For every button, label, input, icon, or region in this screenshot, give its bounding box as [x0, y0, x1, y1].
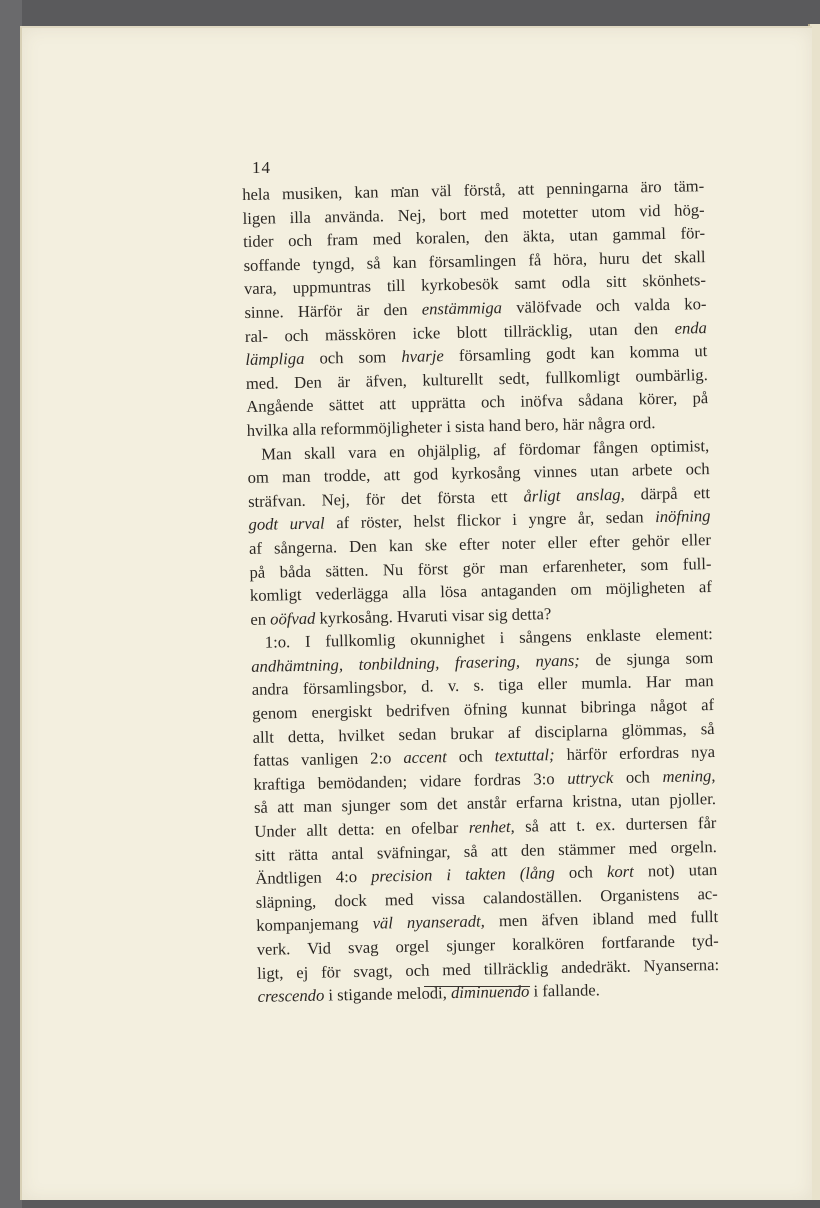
italic-text: godt urval [248, 513, 325, 535]
text-run: 1:o. I fullkomlig okunnighet i sångens enklaste element: [264, 624, 713, 652]
text-run: sträfvan. Nej, för det första ett [247, 486, 524, 511]
italic-text: kort [606, 861, 634, 882]
text-run: och [446, 746, 495, 767]
text-run: så att man sjunger som det anstår erfarna kristna, utan pjoller. [253, 789, 717, 818]
text-run: på båda sätten. Nu först gör man erfarenheter, som full- [249, 553, 712, 582]
text-run: härför erfordras nya [554, 742, 716, 765]
text-run: ligt, ej för svagt, och med tillräcklig andedräkt. Nyanserna: [256, 954, 720, 983]
text-run: med. Den är äfven, kulturellt sedt, fullkomligt oumbärlig. [245, 364, 708, 393]
text-run: så att t. ex. durtersen får [514, 813, 717, 836]
body-text [242, 174, 720, 1008]
text-run: men äfven ibland med fullt [484, 907, 719, 931]
italic-text: renhet, [468, 816, 515, 837]
text-run: Angående sättet att upprätta och inöfva sådana körer, på [246, 388, 709, 417]
text-run: hela musiken, kan man väl förstå, att penningarna äro täm- [242, 176, 705, 204]
text-run: kraftiga bemödanden; vidare fordras 3:o [253, 768, 568, 794]
text-run: allt detta, hvilket sedan brukar af disciplarna glömmas, så [252, 718, 715, 747]
text-run: Under allt detta: en ofelbar [254, 817, 469, 841]
text-run: i stigande melodi, [324, 983, 452, 1005]
text-run: de sjunga som [579, 647, 714, 670]
italic-text: crescendo [257, 985, 325, 1007]
text-run: och som [304, 347, 402, 368]
text-run: Ändtligen 4:o [255, 866, 372, 889]
text-run: fattas vanligen 2:o [252, 748, 404, 771]
text-run: soffande tyngd, så kan församlingen få höra, huru det skall [243, 246, 706, 275]
italic-text: accent [403, 747, 447, 768]
text-run: sinne. Härför är den [244, 299, 422, 322]
italic-text: enstämmiga [421, 298, 503, 319]
page-number: 14 [252, 158, 271, 177]
italic-text: mening, [662, 765, 716, 786]
text-run: verk. Vid svag orgel sjunger koralkören fortfarande tyd- [256, 930, 719, 959]
italic-text: oöfvad [270, 608, 316, 629]
text-run: ligen illa använda. Nej, bort med motetter utom vid hög- [242, 199, 705, 228]
text-run: af sångerna. Den kan ske efter noter eller efter gehör eller [248, 529, 712, 558]
text-run: och [613, 766, 663, 787]
text-run: en [250, 609, 271, 629]
text-run: ral- och mässkören icke blott tillräcklig, utan den [244, 318, 675, 346]
text-run: sitt rätta antal sväfningar, så att den stämmer med orgeln. [254, 836, 718, 865]
italic-text: inöfning [654, 506, 711, 527]
text-run: tider och fram med koralen, den äkta, utan gammal för- [242, 223, 706, 252]
italic-text: lämpliga [245, 348, 305, 370]
text-run: släpning, dock med vissa calandoställen. Organistens ac- [255, 883, 718, 912]
italic-text: precision i takten (lång [370, 863, 555, 886]
italic-text: enda [674, 317, 708, 338]
book-spine [0, 0, 22, 1208]
italic-text: textuttal; [494, 745, 555, 766]
text-run: välöfvade och valda ko- [501, 294, 707, 317]
text-run: därpå ett [624, 482, 711, 504]
text-run: komligt vederlägga alla lösa antaganden om möjligheten af [249, 577, 713, 606]
italic-text: hvarje [401, 346, 444, 367]
text-run: i fallande. [529, 980, 601, 1001]
text-run: hvilka alla reformmöjligheter i sista hand bero, här några ord. [246, 413, 656, 440]
italic-text: diminuendo [450, 981, 530, 1003]
italic-text: väl nyanseradt, [372, 911, 485, 934]
text-run: om man trodde, att god kyrkosång vinnes utan arbete och [247, 459, 710, 488]
end-rule [424, 986, 530, 987]
text-run: kompanjemang [256, 914, 373, 936]
text-run: Man skall vara en ohjälplig, af fördomar fången optimist, [261, 435, 710, 464]
text-run: andra församlingsbor, d. v. s. tiga eller mumla. Har man [251, 671, 714, 700]
italic-text: årligt anslag, [523, 484, 625, 506]
text-run: församling godt kan komma ut [443, 341, 708, 366]
text-run: af röster, helst flickor i yngre år, sedan [324, 507, 656, 533]
italic-text: andhämtning, tonbildning, frasering, nyans; [251, 650, 580, 676]
text-run: genom energiskt bedrifven öfning kunnat bibringa något af [252, 695, 715, 723]
text-run: kyrkosång. Hvaruti visar sig detta? [315, 603, 552, 628]
text-run: och [554, 862, 608, 883]
text-run: vara, uppmuntras till kyrkobesök samt odla sitt skönhets- [243, 270, 707, 299]
italic-text: uttryck [567, 767, 614, 788]
text-run: not) utan [633, 860, 718, 881]
